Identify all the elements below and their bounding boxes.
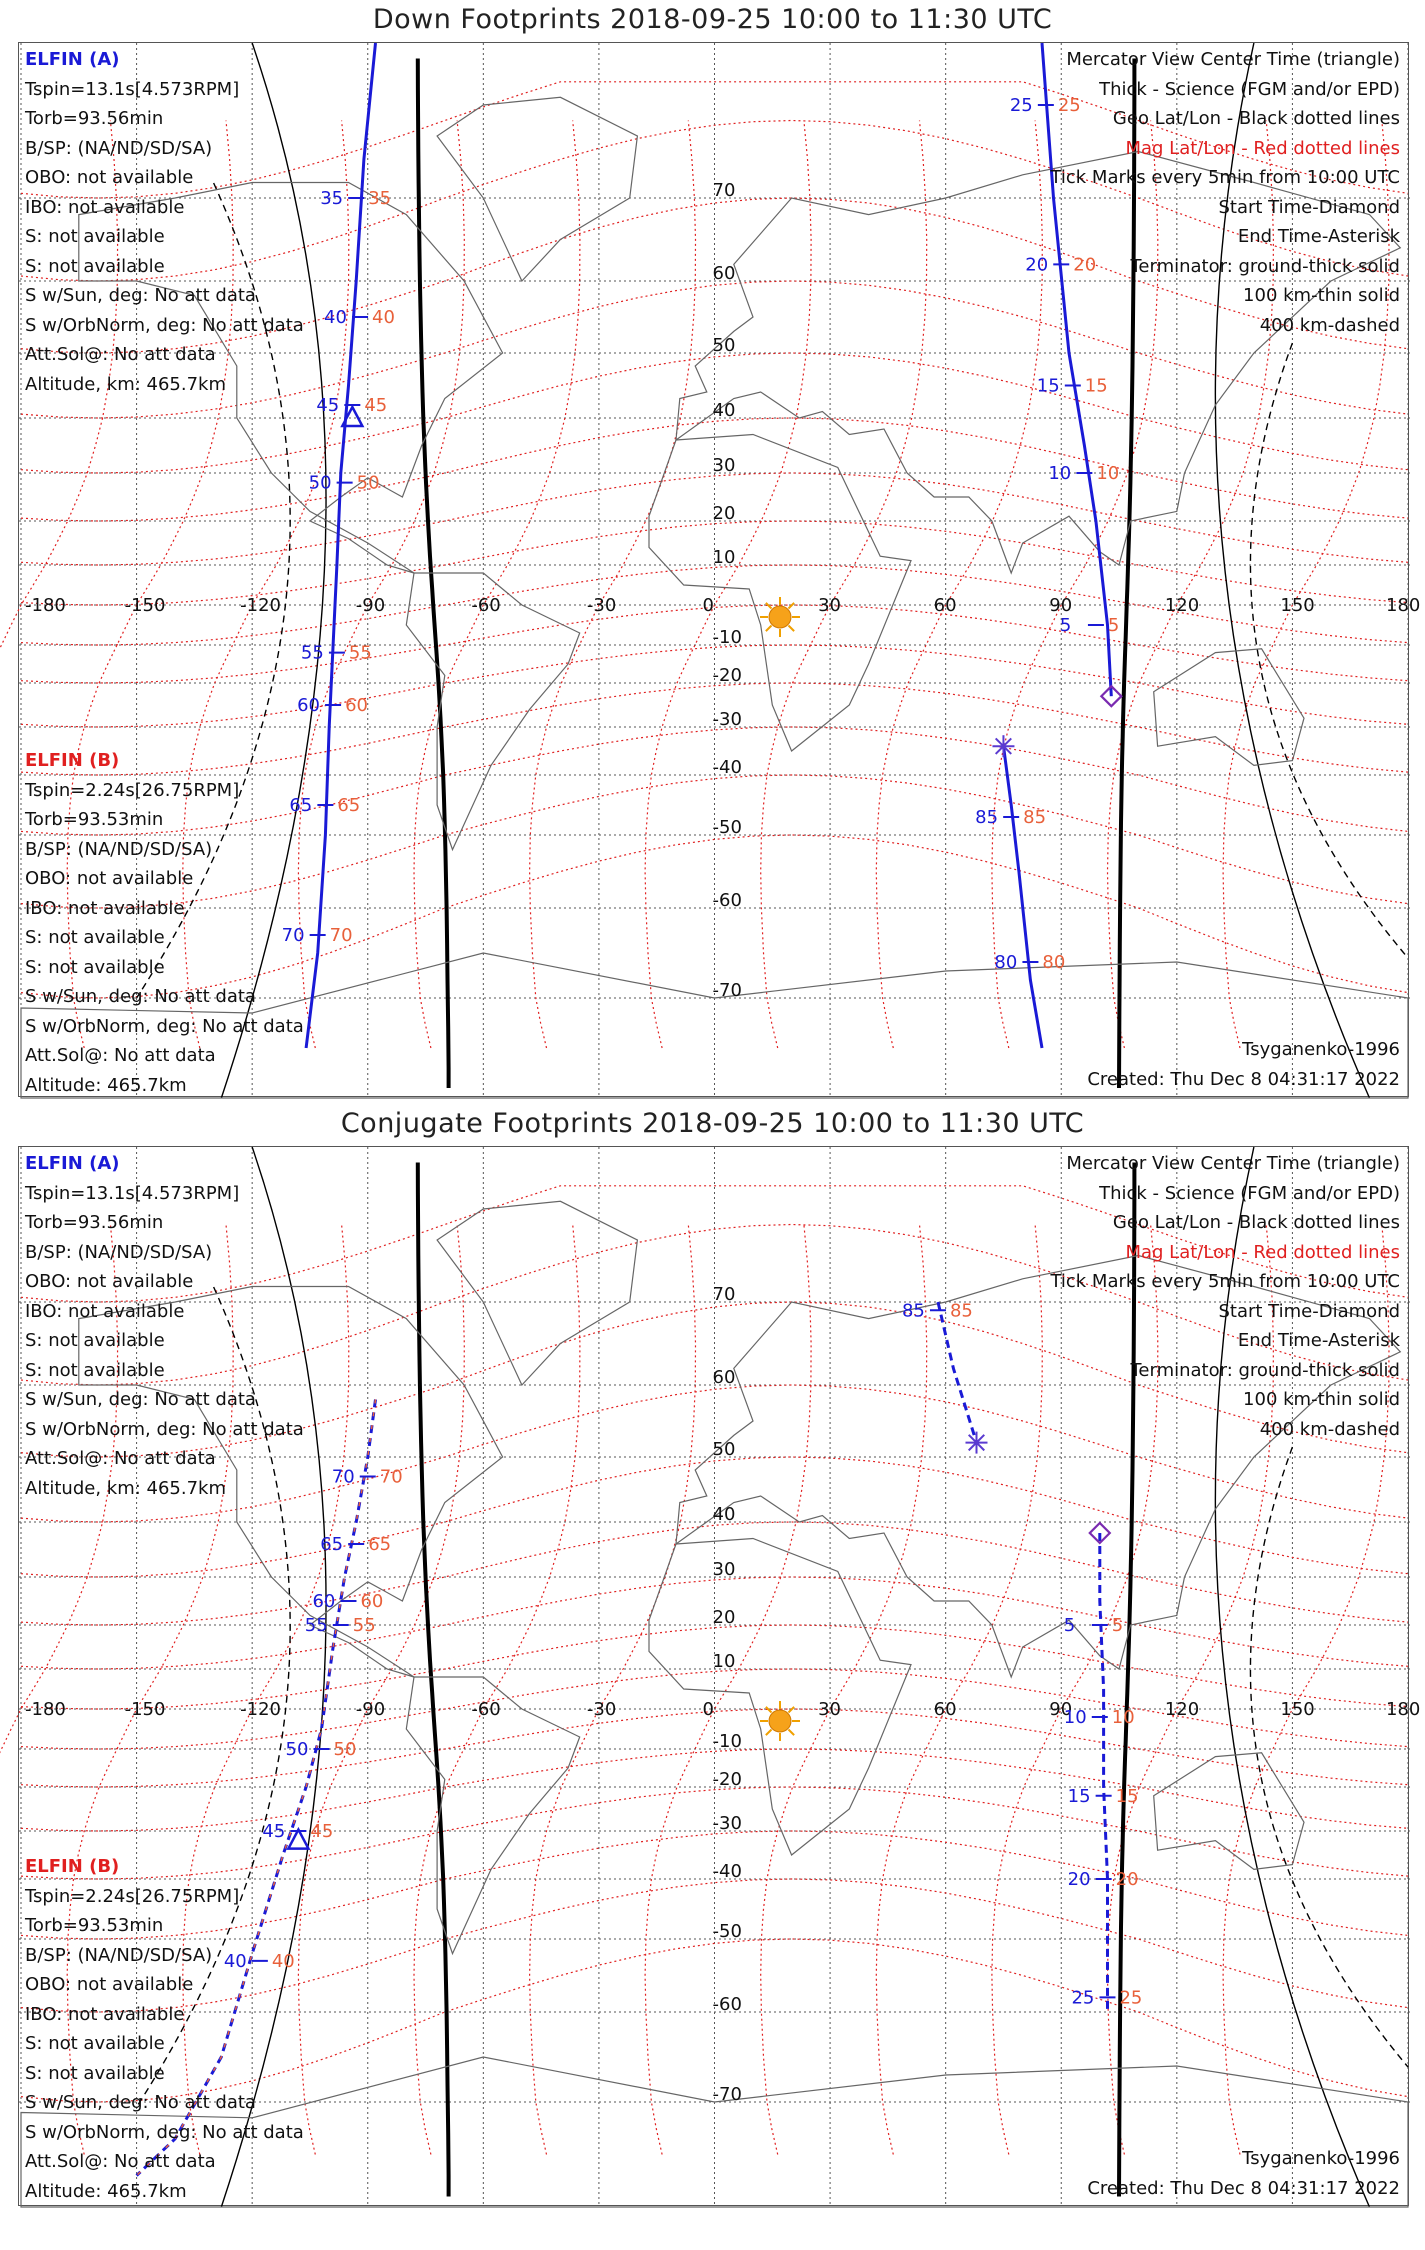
lat-tick-label: -70 [712,980,742,1001]
track-b-tick-label-orange: 80 [1042,952,1066,973]
lon-tick-label: 180 [1386,1699,1421,1720]
lon-tick-label: -30 [586,595,617,616]
track-a-tick-label-blue: 65 [320,1534,344,1555]
created-date: Created: Thu Dec 8 04:31:17 2022 [1087,1068,1400,1090]
elfin-a-line: Tspin=13.1s[4.573RPM] [25,1182,240,1204]
mag-meridian [530,121,696,1049]
elfin-a-line: Torb=93.56min [25,108,164,129]
legend-line: 400 km-dashed [1259,1418,1400,1440]
elfin-a-line: IBO: not available [25,1300,185,1322]
lon-tick-label: -180 [25,595,66,616]
track-a-tick-label-blue: 55 [300,642,324,664]
legend-line: Terminator: ground-thick solid [1130,255,1400,277]
elfin-b-line: B/SP: (NA/ND/SD/SA) [25,1944,213,1966]
track-b-tick-label-blue: 5 [1059,615,1072,636]
lon-tick-label: -30 [586,1699,617,1720]
lat-tick-label: 30 [712,455,736,476]
lon-tick-label: 90 [1049,595,1073,616]
elfin-a-line: S: not available [25,226,165,247]
track-a-tick-label-blue: 70 [281,925,305,946]
mag-meridian [761,1225,927,2155]
elfin-b-line: Torb=93.53min [25,809,164,830]
legend-line: Tick Marks every 5min from 10:00 UTC [1050,1271,1400,1292]
legend-line: Terminator: ground-thick solid [1130,1359,1400,1381]
lat-tick-label: -50 [712,817,742,838]
track-b-tick-label-blue: 85 [975,807,999,828]
track-b-tick-label-orange: 10 [1096,463,1120,484]
track-a-tick-label-orange: 45 [310,1821,334,1842]
lat-tick-label: 10 [712,1651,736,1672]
legend-line: Start Time-Diamond [1218,196,1400,218]
track-elfin-b-segment [1004,746,1043,1048]
legend-line: Thick - Science (FGM and/or EPD) [1099,78,1400,100]
track-a-tick-label-blue: 60 [297,695,320,716]
end-time-asterisk-icon [965,1432,987,1454]
track-a-tick-label-blue: 50 [285,1739,309,1760]
model-name: Tsyganenko-1996 [1242,1039,1400,1060]
track-b-tick-label-blue: 25 [1009,95,1033,116]
track-b-tick-label-blue: 20 [1067,1869,1091,1890]
lon-tick-label: -60 [471,595,501,616]
track-b-tick-label-orange: 20 [1115,1869,1139,1890]
panel-title-conjugate: Conjugate Footprints 2018-09-25 10:00 to 11:30 UTC [340,1108,1085,1139]
lon-tick-label: 60 [933,595,957,616]
elfin-a-line: Att.Sol@: No att data [25,1448,216,1469]
track-a-tick-label-orange: 60 [345,695,368,716]
lat-tick-label: -30 [712,709,742,730]
elfin-a-line: S: not available [25,1330,165,1351]
elfin-b-line: Tspin=2.24s[26.75RPM] [25,779,240,801]
track-b-tick-label-orange: 15 [1084,375,1108,397]
lat-tick-label: 60 [712,1367,736,1388]
track-a-tick-label-orange: 70 [379,1466,403,1488]
track-b-tick-label-blue: 15 [1036,375,1060,397]
track-a-tick-label-blue: 65 [289,795,313,816]
terminator-ground-west [418,1163,449,2197]
legend-line: Mag Lat/Lon - Red dotted lines [1125,137,1400,159]
sun-ray [788,625,794,631]
track-a-tick-label-orange: 60 [360,1591,384,1612]
sun-disc [769,606,791,628]
lat-tick-label: -50 [712,1921,742,1942]
sun-ray [766,1729,772,1735]
lat-tick-label: -10 [712,1731,742,1752]
elfin-b-info [25,1852,304,2206]
elfin-b-line: Tspin=2.24s[26.75RPM] [25,1885,240,1907]
sun-icon [760,597,800,637]
elfin-a-line: S: not available [25,255,165,277]
track-b-tick-label-orange: 85 [1023,807,1047,828]
elfin-a-line: Torb=93.56min [25,1212,164,1233]
lat-tick-label: 40 [712,400,736,421]
track-a-tick-label-orange: 70 [329,925,353,946]
track-b-tick-label-blue: 85 [901,1300,925,1322]
sun-ray [788,603,794,609]
lon-tick-label: 90 [1049,1699,1073,1720]
lat-tick-label: 60 [712,263,736,284]
lat-tick-label: 20 [712,503,736,524]
elfin-a-line: S w/OrbNorm, deg: No att data [25,1418,304,1440]
map-legend [1050,45,1400,340]
track-b-tick-label-orange: 5 [1107,615,1120,636]
elfin-a-line: B/SP: (NA/ND/SD/SA) [25,137,213,159]
track-b-tick-label-orange: 15 [1115,1785,1139,1807]
elfin-b-line: Altitude: 465.7km [25,2180,187,2202]
lat-tick-label: -70 [712,2084,742,2105]
continent-outline [1154,649,1304,766]
lat-tick-label: 50 [712,335,736,356]
track-a-tick-label-blue: 45 [262,1821,286,1842]
mag-meridian [530,1225,696,2155]
track-a-tick-label-orange: 55 [348,642,372,664]
track-a-tick-label-orange: 40 [372,307,395,328]
map-panel-down [18,42,1421,1097]
track-a-tick-label-blue: 60 [312,1591,336,1612]
lat-tick-label: -40 [712,1861,742,1882]
track-a-tick-label-orange: 50 [356,472,380,494]
legend-line: 400 km-dashed [1259,314,1400,336]
lat-tick-label: -60 [712,890,742,911]
track-b-tick-label-orange: 5 [1111,1615,1124,1636]
elfin-b-line: Altitude: 465.7km [25,1074,187,1096]
center-time-triangle-icon [288,1830,308,1849]
mag-meridian [645,1225,811,2155]
lon-tick-label: 180 [1386,595,1421,616]
elfin-b-line: OBO: not available [25,1974,194,1995]
lon-tick-label: -150 [124,595,166,616]
legend-line: Geo Lat/Lon - Black dotted lines [1112,108,1400,129]
track-a-tick-label-blue: 45 [316,395,340,416]
legend-line: Geo Lat/Lon - Black dotted lines [1112,1212,1400,1233]
elfin-b-line: IBO: not available [25,897,185,919]
lon-tick-label: -90 [355,595,386,616]
lon-tick-label: -90 [355,1699,386,1720]
lon-tick-label: -120 [240,595,282,616]
elfin-b-line: OBO: not available [25,868,194,889]
elfin-a-line: B/SP: (NA/ND/SD/SA) [25,1241,213,1263]
elfin-a-line: Altitude, km: 465.7km [25,1477,227,1499]
lon-tick-label: 120 [1164,595,1200,616]
map-panel-conjugate [18,1146,1421,2206]
elfin-b-line: S w/Sun, deg: No att data [25,2092,256,2113]
elfin-b-line: S w/Sun, deg: No att data [25,986,256,1007]
elfin-a-line: Tspin=13.1s[4.573RPM] [25,78,240,100]
panel-title-down: Down Footprints 2018-09-25 10:00 to 11:30 UTC [372,4,1053,35]
track-elfin-b-segment [1100,1533,1108,2012]
elfin-a-header: ELFIN (A) [25,49,120,70]
lat-tick-label: 70 [712,180,736,201]
model-name: Tsyganenko-1996 [1242,2148,1400,2169]
end-time-asterisk-icon [992,735,1014,757]
track-a-tick-label-orange: 65 [368,1534,392,1555]
track-b-tick-label-blue: 5 [1063,1615,1076,1636]
elfin-b-line: S w/OrbNorm, deg: No att data [25,1015,304,1037]
elfin-a-header: ELFIN (A) [25,1153,120,1174]
lat-tick-label: 70 [712,1284,736,1305]
map-legend [1050,1149,1400,1444]
track-a-tick-label-orange: 65 [337,795,361,816]
legend-line: Mag Lat/Lon - Red dotted lines [1125,1241,1400,1263]
lat-tick-label: -20 [712,665,742,686]
track-a-tick-label-orange: 55 [352,1615,376,1636]
elfin-b-header: ELFIN (B) [25,1856,120,1877]
elfin-a-line: S: not available [25,1359,165,1381]
elfin-a-line: S w/Sun, deg: No att data [25,285,256,306]
elfin-b-line: S: not available [25,2062,165,2084]
lat-tick-label: -60 [712,1994,742,2015]
legend-line: 100 km-thin solid [1243,1389,1400,1410]
sun-ray [788,1707,794,1713]
elfin-b-line: S: not available [25,927,165,948]
track-a-tick-label-orange: 40 [271,1950,295,1972]
lon-tick-label: 30 [818,1699,841,1720]
lon-tick-label: -120 [240,1699,282,1720]
continent-outline [437,97,637,281]
elfin-b-line: S: not available [25,956,165,978]
elfin-a-line: Att.Sol@: No att data [25,344,216,365]
elfin-a-line: Altitude, km: 465.7km [25,373,227,395]
track-a-tick-label-orange: 50 [333,1739,357,1760]
track-b-tick-label-blue: 10 [1048,463,1072,484]
lat-tick-label: 20 [712,1607,736,1628]
terminator-400km-east [1250,343,1408,958]
track-elfin-b-segment [938,1302,977,1443]
track-b-tick-label-blue: 10 [1063,1707,1087,1728]
track-a-tick-label-blue: 70 [331,1466,355,1488]
elfin-a-info [25,45,304,399]
legend-line: Start Time-Diamond [1218,1300,1400,1322]
lat-tick-label: -20 [712,1769,742,1790]
elfin-b-line: Torb=93.53min [25,1915,164,1936]
lon-tick-label: 30 [818,595,841,616]
elfin-a-info [25,1149,304,1503]
lon-tick-label: 60 [933,1699,957,1720]
elfin-a-line: S w/OrbNorm, deg: No att data [25,314,304,336]
elfin-a-line: OBO: not available [25,1271,194,1292]
elfin-b-info [25,746,304,1100]
track-b-tick-label-orange: 25 [1119,1987,1143,2009]
track-b-tick-label-orange: 20 [1073,254,1097,276]
lon-tick-label: -150 [124,1699,166,1720]
track-a-tick-label-blue: 35 [320,188,344,209]
elfin-b-line: S: not available [25,2033,165,2054]
lat-tick-label: 30 [712,1559,736,1580]
elfin-a-line: S w/Sun, deg: No att data [25,1389,256,1410]
legend-line: Thick - Science (FGM and/or EPD) [1099,1182,1400,1204]
track-a-tick-label-blue: 40 [324,307,347,328]
legend-line: End Time-Asterisk [1237,1330,1400,1351]
sun-icon [760,1701,800,1741]
track-b-tick-label-orange: 85 [949,1300,973,1322]
continent-outline [649,1539,911,1856]
track-b-tick-label-blue: 15 [1067,1785,1091,1807]
track-b-tick-label-blue: 25 [1071,1987,1095,2009]
elfin-b-line: IBO: not available [25,2003,185,2025]
map-footer [1087,2144,1400,2203]
map-footer [1087,1035,1400,1094]
lat-tick-label: -30 [712,1813,742,1834]
terminator-400km-east [1250,1447,1408,2067]
lat-tick-label: 10 [712,547,736,568]
lon-tick-label: 150 [1280,595,1315,616]
elfin-b-line: Att.Sol@: No att data [25,2151,216,2172]
lat-tick-label: -10 [712,627,742,648]
lon-tick-label: 0 [702,1699,714,1720]
lat-tick-label: 40 [712,1504,736,1525]
legend-line: Mercator View Center Time (triangle) [1066,1153,1400,1174]
lon-tick-label: -60 [471,1699,501,1720]
track-a-tick-label-blue: 55 [304,1615,328,1636]
elfin-a-line: OBO: not available [25,167,194,188]
elfin-b-line: S w/OrbNorm, deg: No att data [25,2121,304,2143]
track-a-tick-label-blue: 50 [308,472,332,494]
track-b-tick-label-blue: 20 [1025,254,1049,276]
created-date: Created: Thu Dec 8 04:31:17 2022 [1087,2177,1400,2199]
lon-tick-label: 0 [702,595,714,616]
elfin-a-line: IBO: not available [25,196,185,218]
lat-tick-label: 50 [712,1439,736,1460]
elfin-b-line: Att.Sol@: No att data [25,1045,216,1066]
sun-disc [769,1710,791,1732]
lon-tick-label: -180 [25,1699,66,1720]
track-b-tick-label-orange: 25 [1057,95,1081,116]
elfin-b-header: ELFIN (B) [25,750,120,771]
legend-line: Tick Marks every 5min from 10:00 UTC [1050,167,1400,188]
continent-outline [437,1201,637,1385]
legend-line: Mercator View Center Time (triangle) [1066,49,1400,70]
legend-line: 100 km-thin solid [1243,285,1400,306]
elfin-b-line: B/SP: (NA/ND/SD/SA) [25,838,213,860]
sun-ray [788,1729,794,1735]
track-b-tick-label-blue: 80 [994,952,1018,973]
lon-tick-label: 150 [1280,1699,1315,1720]
track-a-tick-label-orange: 35 [368,188,392,209]
sun-ray [766,625,772,631]
lon-tick-label: 120 [1164,1699,1200,1720]
track-a-tick-label-blue: 40 [223,1950,247,1972]
track-b-tick-label-orange: 10 [1111,1707,1135,1728]
continent-outline [649,435,911,752]
track-a-tick-label-orange: 45 [364,395,388,416]
lat-tick-label: -40 [712,757,742,778]
legend-line: End Time-Asterisk [1237,226,1400,247]
